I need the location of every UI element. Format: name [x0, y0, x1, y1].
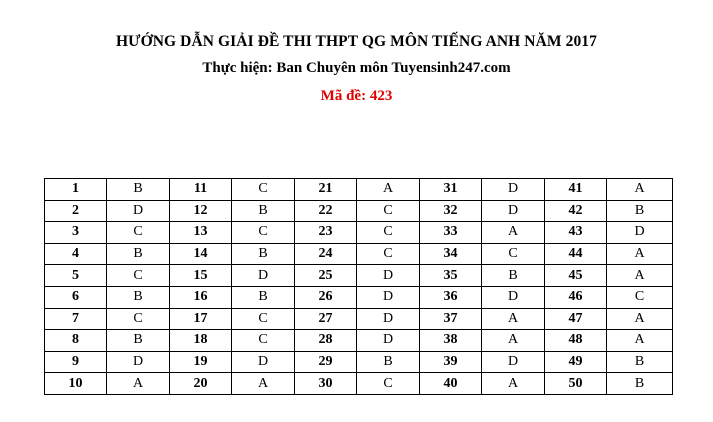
table-row	[45, 286, 673, 308]
question-number-cell: 30	[295, 373, 357, 395]
answer-cell: D	[357, 330, 420, 352]
exam-code: Mã đề: 423	[320, 88, 393, 104]
answer-cell: C	[482, 243, 545, 265]
question-number-cell: 15	[170, 265, 232, 287]
question-number-cell: 14	[170, 243, 232, 265]
answer-cell: B	[607, 351, 673, 373]
answer-cell: A	[607, 265, 673, 287]
answer-cell: C	[232, 222, 295, 244]
table-row	[45, 243, 673, 265]
question-number-cell: 25	[295, 265, 357, 287]
question-number-cell: 20	[170, 373, 232, 395]
answer-cell: D	[357, 265, 420, 287]
answer-cell: B	[107, 179, 170, 201]
question-number-cell: 4	[45, 243, 107, 265]
question-number-cell: 43	[545, 222, 607, 244]
answer-key-table	[44, 178, 673, 395]
question-number-cell: 41	[545, 179, 607, 201]
answer-cell: A	[482, 330, 545, 352]
answer-cell: A	[482, 308, 545, 330]
question-number-cell: 24	[295, 243, 357, 265]
question-number-cell: 28	[295, 330, 357, 352]
question-number-cell: 49	[545, 351, 607, 373]
answer-cell: D	[107, 200, 170, 222]
question-number-cell: 10	[45, 373, 107, 395]
answer-cell: C	[232, 308, 295, 330]
question-number-cell: 23	[295, 222, 357, 244]
document-title: HƯỚNG DẪN GIẢI ĐỀ THI THPT QG MÔN TIẾNG ANH NĂM 2017	[115, 33, 597, 50]
table-row	[45, 222, 673, 244]
question-number-cell: 1	[45, 179, 107, 201]
answer-cell: C	[357, 373, 420, 395]
table-row	[45, 373, 673, 395]
answer-cell: A	[482, 222, 545, 244]
answer-cell: B	[232, 200, 295, 222]
answer-cell: C	[107, 222, 170, 244]
table-row	[45, 330, 673, 352]
question-number-cell: 31	[420, 179, 482, 201]
question-number-cell: 17	[170, 308, 232, 330]
answer-cell: A	[482, 373, 545, 395]
question-number-cell: 7	[45, 308, 107, 330]
answer-cell: B	[232, 286, 295, 308]
answer-cell: C	[357, 243, 420, 265]
question-number-cell: 33	[420, 222, 482, 244]
question-number-cell: 19	[170, 351, 232, 373]
table-row	[45, 351, 673, 373]
answer-cell: B	[232, 243, 295, 265]
answer-cell: D	[107, 351, 170, 373]
question-number-cell: 11	[170, 179, 232, 201]
answer-cell: A	[607, 308, 673, 330]
answer-cell: C	[232, 330, 295, 352]
question-number-cell: 6	[45, 286, 107, 308]
question-number-cell: 29	[295, 351, 357, 373]
question-number-cell: 21	[295, 179, 357, 201]
answer-cell: A	[357, 179, 420, 201]
question-number-cell: 38	[420, 330, 482, 352]
question-number-cell: 34	[420, 243, 482, 265]
question-number-cell: 2	[45, 200, 107, 222]
answer-cell: A	[107, 373, 170, 395]
answer-table-body	[45, 179, 673, 395]
answer-cell: D	[482, 351, 545, 373]
answer-cell: D	[357, 286, 420, 308]
answer-cell: C	[357, 222, 420, 244]
question-number-cell: 37	[420, 308, 482, 330]
question-number-cell: 3	[45, 222, 107, 244]
answer-cell: B	[607, 200, 673, 222]
answer-cell: D	[482, 179, 545, 201]
table-row	[45, 308, 673, 330]
answer-cell: D	[482, 286, 545, 308]
answer-cell: A	[232, 373, 295, 395]
answer-cell: C	[107, 308, 170, 330]
question-number-cell: 36	[420, 286, 482, 308]
table-row	[45, 179, 673, 201]
question-number-cell: 39	[420, 351, 482, 373]
question-number-cell: 27	[295, 308, 357, 330]
question-number-cell: 50	[545, 373, 607, 395]
answer-cell: D	[482, 200, 545, 222]
question-number-cell: 46	[545, 286, 607, 308]
question-number-cell: 16	[170, 286, 232, 308]
question-number-cell: 12	[170, 200, 232, 222]
table-row	[45, 265, 673, 287]
answer-cell: A	[607, 243, 673, 265]
question-number-cell: 45	[545, 265, 607, 287]
question-number-cell: 47	[545, 308, 607, 330]
question-number-cell: 9	[45, 351, 107, 373]
question-number-cell: 48	[545, 330, 607, 352]
answer-cell: B	[107, 286, 170, 308]
question-number-cell: 22	[295, 200, 357, 222]
question-number-cell: 13	[170, 222, 232, 244]
question-number-cell: 18	[170, 330, 232, 352]
question-number-cell: 35	[420, 265, 482, 287]
answer-cell: B	[357, 351, 420, 373]
answer-cell: C	[232, 179, 295, 201]
document-subtitle: Thực hiện: Ban Chuyên môn Tuyensinh247.com	[202, 60, 511, 76]
question-number-cell: 42	[545, 200, 607, 222]
answer-cell: D	[232, 265, 295, 287]
answer-cell: A	[607, 330, 673, 352]
answer-cell: D	[607, 222, 673, 244]
answer-cell: C	[607, 286, 673, 308]
question-number-cell: 40	[420, 373, 482, 395]
question-number-cell: 44	[545, 243, 607, 265]
answer-cell: C	[107, 265, 170, 287]
table-row	[45, 200, 673, 222]
answer-cell: D	[357, 308, 420, 330]
answer-cell: B	[482, 265, 545, 287]
question-number-cell: 8	[45, 330, 107, 352]
answer-cell: B	[107, 243, 170, 265]
question-number-cell: 26	[295, 286, 357, 308]
answer-cell: C	[357, 200, 420, 222]
answer-cell: B	[107, 330, 170, 352]
answer-cell: D	[232, 351, 295, 373]
answer-cell: B	[607, 373, 673, 395]
answer-cell: A	[607, 179, 673, 201]
question-number-cell: 32	[420, 200, 482, 222]
question-number-cell: 5	[45, 265, 107, 287]
